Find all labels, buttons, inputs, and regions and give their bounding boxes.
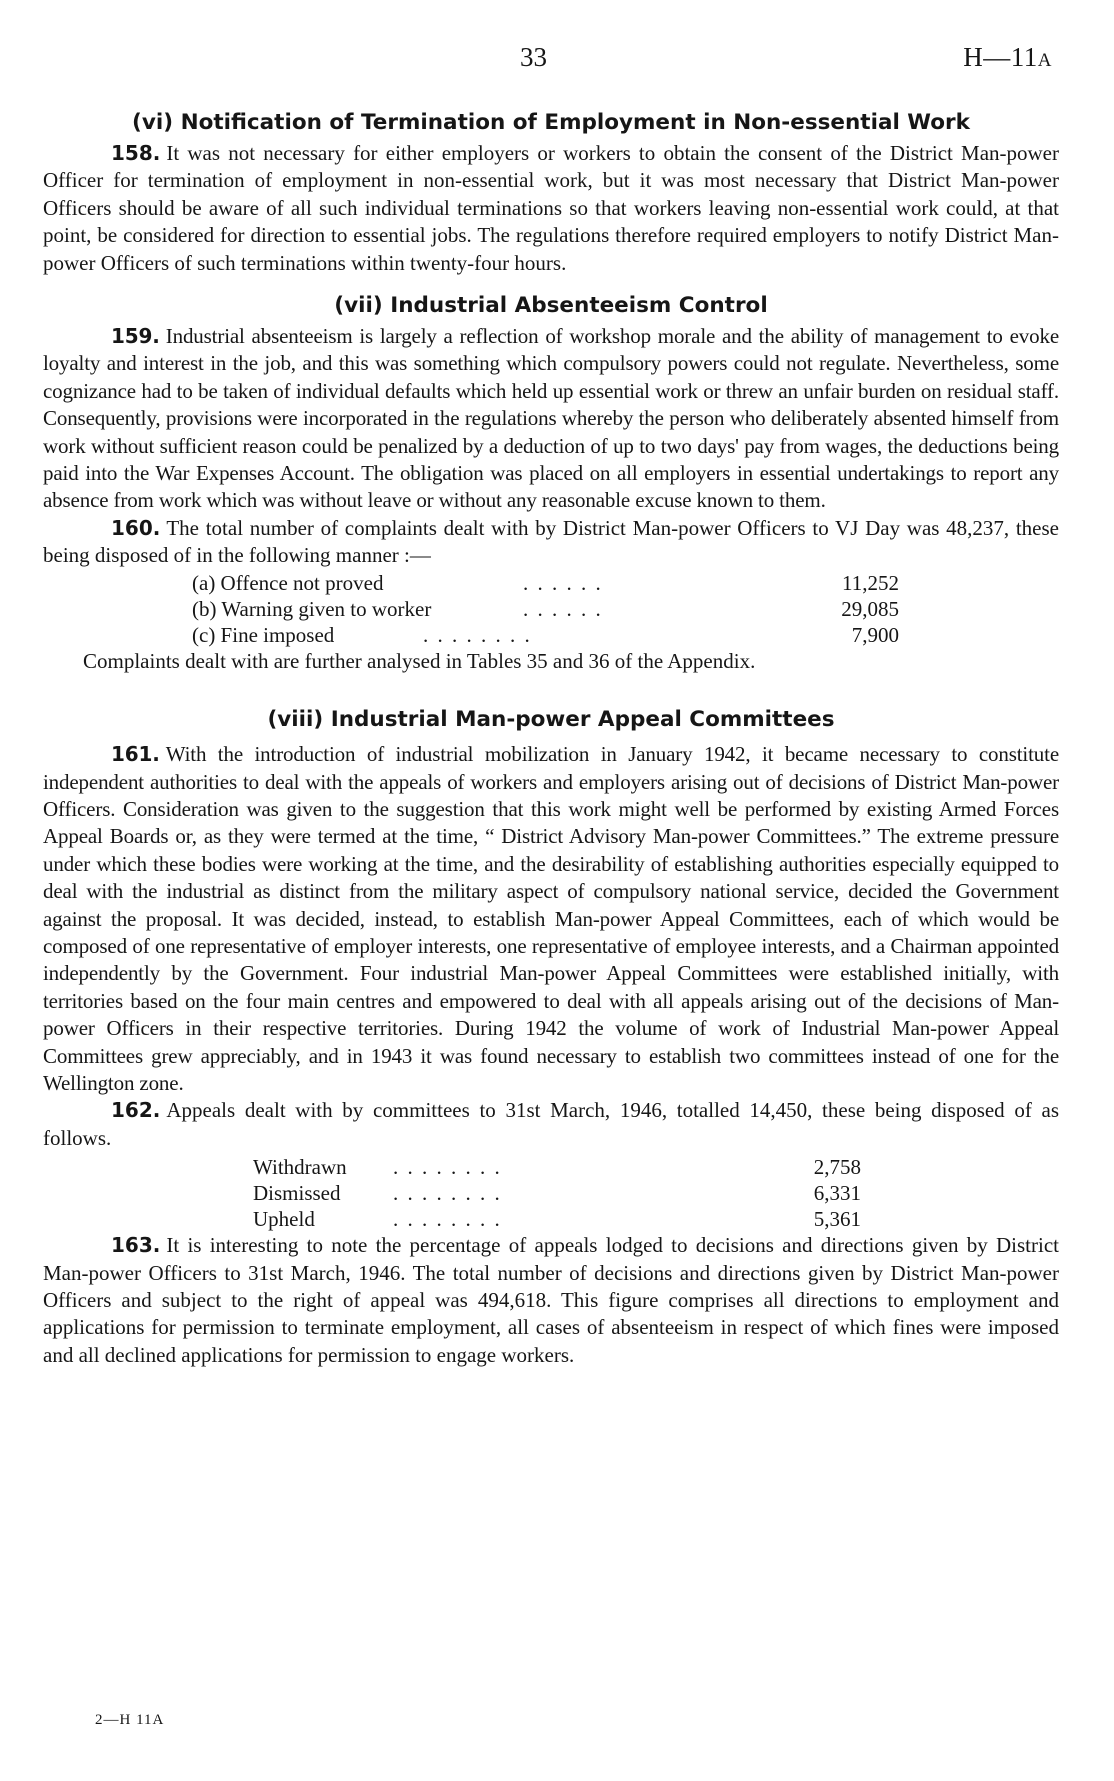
paragraph-text: The total number of complaints dealt with by District Man-power Officers to VJ Day was 48,237, these being disposed of in the following manner :— (43, 515, 1059, 568)
complaints-disposal-list (43, 570, 1059, 648)
paragraph-text: It was not necessary for either employers or workers to obtain the consent of the District Man-power Officer for termination of employment in non-essential work, but it was most necessary that District Man-power Officers should be aware of all such individual terminations so that workers leaving non-essential work could, at that point, be considered for direction to essential jobs. The regulations therefore required employers to notify District Man-power Officers of such terminations within twenty-four hours. (43, 141, 1059, 275)
list-item-label: Upheld (253, 1207, 315, 1232)
list-item-label: (b) Warning given to worker (192, 596, 432, 621)
list-item-value: 7,900 (851, 622, 899, 647)
list-item-value: 2,758 (813, 1155, 861, 1180)
leader-dots: . . . . . . . . (423, 622, 532, 647)
appeals-disposal-list (43, 1154, 1059, 1232)
list-item-value: 5,361 (813, 1207, 861, 1232)
paragraph-number: 160. (111, 515, 161, 540)
paragraph-number: 158. (111, 141, 161, 165)
list-item (43, 1154, 1059, 1180)
section-heading-vi: (vi) Notification of Termination of Employment in Non-essential Work (132, 110, 970, 135)
list-item-label: (a) Offence not proved (192, 570, 384, 595)
leader-dots: . . . . . . . . (393, 1155, 502, 1180)
paragraph-number: 161. (111, 742, 160, 767)
document-reference (963, 42, 1052, 73)
document-reference-suffix: A (1037, 50, 1052, 71)
footer-signature: 2—H 11A (95, 1712, 165, 1728)
list-item-value: 6,331 (813, 1181, 861, 1206)
page-header (0, 42, 1114, 82)
paragraph-162 (43, 1097, 1059, 1152)
leader-dots: . . . . . . . . (393, 1181, 502, 1206)
leader-dots: . . . . . . (523, 596, 603, 621)
document-reference-main: H—11 (963, 42, 1038, 72)
list-item-label: Withdrawn (253, 1155, 347, 1180)
paragraph-text: With the introduction of industrial mobilization in January 1942, it became necessary to constitute independent authorities to deal with the appeals of workers and employers arising out of decisions of District Man-power Officers. Consideration was given to the suggestion that this work might well be performed by existing Armed Forces Appeal Boards or, as they were termed at the time, “ District Advisory Man-power Committees.” The extreme pressure under which these bodies were working at the time, and the desirability of establishing authorities especially equipped to deal with the industrial as distinct from the military aspect of compulsory national service, decided the Government against the proposal. It was decided, instead, to establish Man-power Appeal Committees, each of which would be composed of one representative of employer interests, one representative of employee interests, and a Chairman appointed independently by the Government. Four industrial Man-power Appeal Committees were established initially, with territories based on the four main centres and empowered to deal with all appeals arising out of the decisions of Man-power Officers in their respective territories. During 1942 the volume of work of Industrial Man-power Appeal Committees grew appreciably, and in 1943 it was found necessary to establish two committees instead of one for the Wellington zone. (43, 742, 1059, 1095)
list-item (43, 1180, 1059, 1206)
section-heading-viii: (viii) Industrial Man-power Appeal Committees (267, 707, 835, 733)
list-item-value: 11,252 (842, 570, 899, 595)
list-item-value: 29,085 (841, 596, 899, 621)
section-heading-vii: (vii) Industrial Absenteeism Control (334, 293, 768, 319)
page-number: 33 (520, 42, 547, 72)
list-item (43, 622, 1059, 648)
list-item-label: Dismissed (253, 1181, 341, 1206)
paragraph-158 (43, 140, 1059, 277)
paragraph-number: 162. (111, 1098, 161, 1123)
list-item-label: (c) Fine imposed (192, 622, 335, 647)
paragraph-160 (43, 515, 1059, 570)
paragraph-163 (43, 1232, 1059, 1369)
leader-dots: . . . . . . (523, 570, 603, 595)
paragraph-161 (43, 741, 1059, 1097)
paragraph-number: 163. (111, 1233, 161, 1258)
paragraph-159 (43, 323, 1059, 515)
list-item (43, 570, 1059, 596)
paragraph-text: It is interesting to note the percentage of appeals lodged to decisions and directions given by District Man-power Officers to 31st March, 1946. The total number of decisions and directions given by District Man-power Officers and subject to the right of appeal was 494,618. This figure comprises all directions to employment and applications for permission to terminate employment, all cases of absenteeism in respect of which fines were imposed and all declined applications for permission to engage workers. (43, 1233, 1059, 1367)
list-item (43, 596, 1059, 622)
paragraph-number: 159. (111, 324, 160, 349)
paragraph-160-note: Complaints dealt with are further analysed in Tables 35 and 36 of the Appendix. (83, 648, 756, 673)
paragraph-text: Appeals dealt with by committees to 31st March, 1946, totalled 14,450, these being disposed of as follows. (43, 1098, 1059, 1150)
leader-dots: . . . . . . . . (393, 1207, 502, 1232)
list-item (43, 1206, 1059, 1232)
paragraph-text: Industrial absenteeism is largely a reflection of workshop morale and the ability of management to evoke loyalty and interest in the job, and this was something which compulsory powers could not regulate. Nevertheless, some cognizance had to be taken of individual defaults which held up essential work or threw an unfair burden on residual staff. Consequently, provisions were incorporated in the regulations whereby the person who deliberately absented himself from work without sufficient reason could be penalized by a deduction of up to two days' pay from wages, the deductions being paid into the War Expenses Account. The obligation was placed on all employers in essential undertakings to report any absence from work which was without leave or without any reasonable excuse known to them. (43, 324, 1059, 513)
page-body (43, 108, 1059, 1369)
